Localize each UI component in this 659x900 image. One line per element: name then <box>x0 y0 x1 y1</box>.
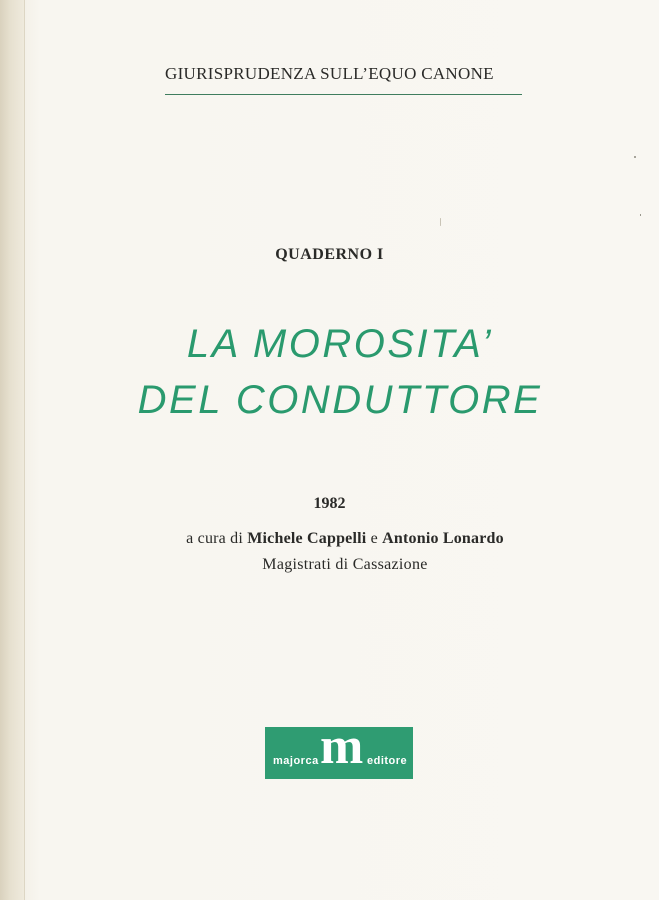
paper-speck <box>440 218 441 226</box>
volume-label: QUADERNO I <box>275 246 384 263</box>
publication-year: 1982 <box>313 495 346 512</box>
publisher-logo-right-text: editore <box>367 755 408 767</box>
publisher-logo-monogram: m <box>320 718 364 775</box>
paper-speck <box>640 214 641 216</box>
editors-line <box>0 530 659 548</box>
cover-spine-edge <box>0 0 25 900</box>
editors-prefix: a cura di <box>186 530 244 547</box>
publisher-logo-left-text: majorca <box>273 755 319 767</box>
editors-role: Magistrati di Cassazione <box>262 556 428 573</box>
main-title-line-1: LA MOROSITA’ <box>186 322 494 366</box>
editors-conjunction: e <box>370 530 378 547</box>
series-title: GIURISPRUDENZA SULL’EQUO CANONE <box>165 64 494 83</box>
editor-name-1: Michele Cappelli <box>247 530 367 547</box>
paper-speck <box>634 156 636 158</box>
series-title-rule <box>165 94 522 95</box>
editor-name-2: Antonio Lonardo <box>382 530 504 547</box>
main-title-line-2: DEL CONDUTTORE <box>137 378 543 422</box>
publisher-logo <box>265 718 413 779</box>
